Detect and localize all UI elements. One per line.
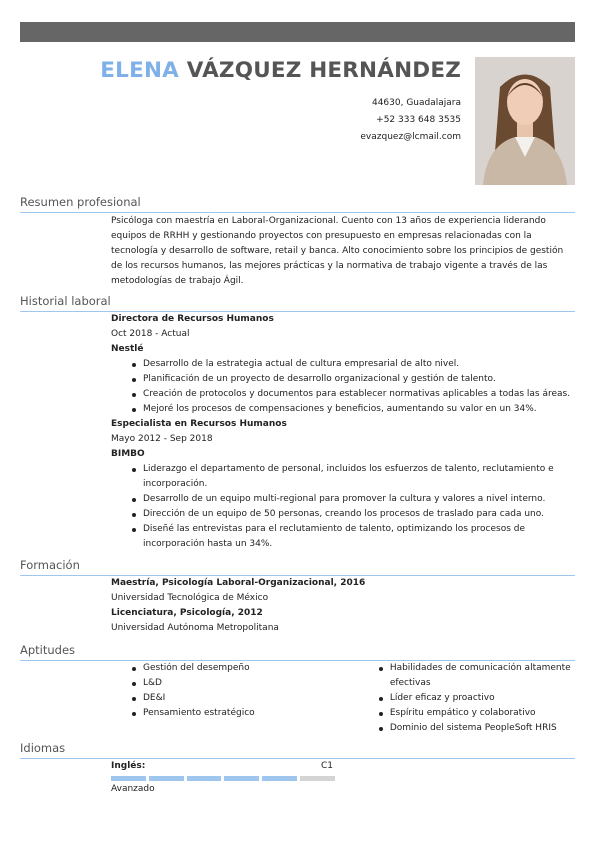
- job-dates: Mayo 2012 - Sep 2018: [111, 434, 213, 444]
- summary-section: [20, 195, 575, 289]
- list-item: DE&I: [143, 691, 358, 706]
- level-segment: [149, 776, 184, 781]
- profile-photo: [475, 57, 575, 185]
- experience-section: [20, 294, 575, 552]
- phone: +52 333 648 3535: [376, 115, 461, 125]
- level-segment: [224, 776, 259, 781]
- candidate-name: [100, 58, 461, 83]
- email[interactable]: evazquez@lcmail.com: [360, 132, 461, 142]
- list-item: Dirección de un equipo de 50 personas, creando los procesos de traslado para cada uno.: [143, 507, 567, 522]
- list-item: Habilidades de comunicación altamente efectivas: [390, 661, 575, 691]
- level-segment: [300, 776, 335, 781]
- list-item: Pensamiento estratégico: [143, 706, 358, 721]
- section-title: Idiomas: [20, 741, 66, 755]
- languages-section: [20, 741, 575, 797]
- list-item: Liderazgo el departamento de personal, incluidos los esfuerzos de talento, reclutamiento e incorporación.: [143, 462, 567, 492]
- section-title: Formación: [20, 558, 80, 572]
- list-item: Desarrollo de la estrategia actual de cultura empresarial de alto nivel.: [143, 357, 575, 372]
- last-name: VÁZQUEZ HERNÁNDEZ: [186, 58, 461, 83]
- language-level-bar: [111, 776, 335, 781]
- level-segment: [111, 776, 146, 781]
- address: 44630, Guadalajara: [371, 98, 461, 108]
- job-role: Directora de Recursos Humanos: [111, 314, 274, 324]
- list-item: Desarrollo de un equipo multi-regional para promover la cultura y valores a nivel interno.: [143, 492, 567, 507]
- school: Universidad Tecnológica de México: [111, 593, 269, 603]
- school: Universidad Autónoma Metropolitana: [111, 623, 279, 633]
- list-item: Planificación de un proyecto de desarrollo organizacional y gestión de talento.: [143, 372, 575, 387]
- skills-list-left: [111, 661, 358, 736]
- job-company: BIMBO: [111, 449, 145, 459]
- list-item: Líder eficaz y proactivo: [390, 691, 575, 706]
- language-level-code: C1: [320, 761, 333, 771]
- list-item: Dominio del sistema PeopleSoft HRIS: [390, 721, 575, 736]
- job-entry: [111, 417, 575, 552]
- language-level-label: Avanzado: [111, 784, 155, 794]
- language-row: [111, 759, 333, 774]
- job-role: Especialista en Recursos Humanos: [111, 419, 287, 429]
- header-bar: [20, 22, 575, 42]
- job-dates: Oct 2018 - Actual: [111, 329, 190, 339]
- job-entry: [111, 312, 575, 417]
- level-segment: [262, 776, 297, 781]
- education-section: [20, 558, 575, 636]
- job-bullets: [111, 357, 575, 417]
- skills-list-right: [358, 661, 575, 736]
- list-item: Mejoré los procesos de compensaciones y beneficios, aumentando su valor en un 34%.: [143, 402, 575, 417]
- list-item: Diseñé las entrevistas para el reclutamiento de talento, optimizando los procesos de incorporación hasta un 34%.: [143, 522, 567, 552]
- list-item: Gestión del desempeño: [143, 661, 358, 676]
- list-item: Espíritu empático y colaborativo: [390, 706, 575, 721]
- summary-text: Psicóloga con maestría en Laboral-Organizacional. Cuento con 13 años de experiencia liderando equipos de RRHH y gestionando proyectos con presupuesto en empresas relacionadas con la tecnología y desarrollo de software, retail y banca. Alto conocimiento sobre los principios de gestión de los recursos humanos, las mejores prácticas y la normativa de trabajo vigente a través de las metodologías de trabajo Ágil.: [111, 216, 564, 286]
- job-bullets: [111, 462, 575, 552]
- section-title: Historial laboral: [20, 294, 111, 308]
- level-segment: [187, 776, 222, 781]
- language-name: Inglés:: [111, 761, 146, 771]
- section-divider: [20, 212, 575, 213]
- contact-info: [360, 95, 461, 146]
- section-title: Aptitudes: [20, 643, 76, 657]
- degree: Maestría, Psicología Laboral-Organizacional, 2016: [111, 578, 366, 588]
- list-item: L&D: [143, 676, 358, 691]
- section-title: Resumen profesional: [20, 195, 141, 209]
- skills-section: [20, 643, 575, 736]
- list-item: Creación de protocolos y documentos para establecer normativas aplicables a todas las áreas.: [143, 387, 575, 402]
- job-company: Nestlé: [111, 344, 144, 354]
- first-name: ELENA: [100, 58, 180, 83]
- degree: Licenciatura, Psicología, 2012: [111, 608, 263, 618]
